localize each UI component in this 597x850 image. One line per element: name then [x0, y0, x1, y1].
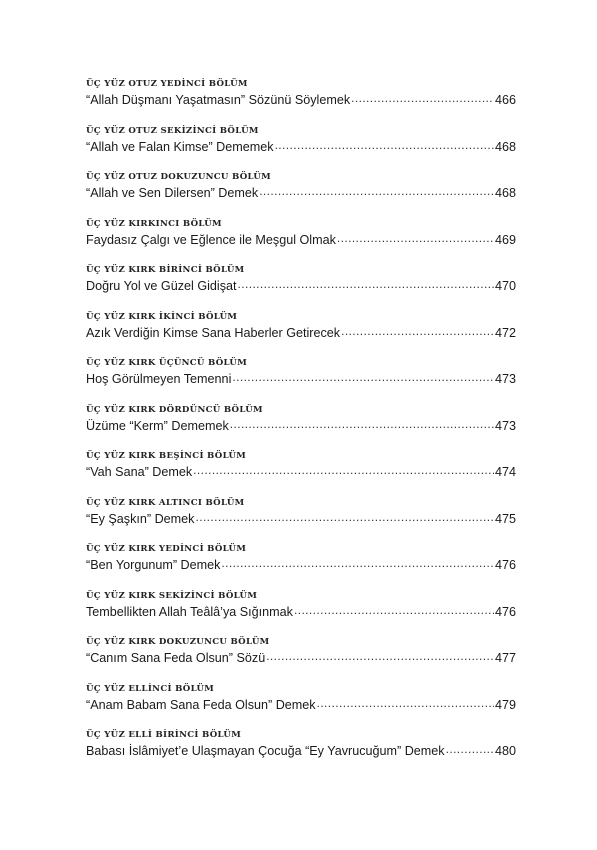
- entry-title: Faydasız Çalgı ve Eğlence ile Meşgul Olmak: [86, 232, 336, 247]
- entry-line: [86, 371, 516, 388]
- dot-leader: [193, 464, 494, 476]
- toc-entry: [86, 311, 516, 358]
- dot-leader: [337, 232, 494, 244]
- toc-entry: [86, 543, 516, 590]
- chapter-heading: ÜÇ YÜZ KIRK DÖRDÜNCÜ BÖLÜM: [86, 404, 263, 415]
- entry-title: Doğru Yol ve Güzel Gidişat: [86, 279, 237, 293]
- chapter-heading: ÜÇ YÜZ KIRK DOKUZUNCU BÖLÜM: [86, 637, 270, 647]
- dot-leader: [294, 604, 494, 616]
- page-number: 474: [494, 465, 516, 479]
- dot-leader: [351, 92, 494, 104]
- toc-entry: [86, 729, 516, 776]
- toc-entry: [86, 450, 516, 497]
- entry-line: [86, 185, 516, 202]
- chapter-heading: ÜÇ YÜZ OTUZ SEKİZİNCİ BÖLÜM: [86, 125, 259, 136]
- page-number: 476: [494, 558, 516, 572]
- entry-line: [86, 743, 516, 760]
- entry-line: [86, 557, 516, 574]
- toc-entry: [86, 357, 516, 404]
- entry-line: [86, 464, 516, 481]
- entry-line: [86, 418, 516, 435]
- dot-leader: [275, 139, 494, 151]
- page-number: 468: [494, 186, 516, 200]
- toc-entry: [86, 264, 516, 311]
- page-number: 468: [494, 139, 516, 154]
- page-number: 466: [494, 93, 516, 107]
- chapter-heading: ÜÇ YÜZ ELLİ BİRİNCİ BÖLÜM: [86, 730, 242, 740]
- entry-title: “Anam Babam Sana Feda Olsun” Demek: [86, 697, 316, 712]
- page-number: 473: [494, 418, 516, 433]
- dot-leader: [446, 743, 494, 755]
- dot-leader: [317, 697, 494, 709]
- entry-title: “Vah Sana” Demek: [86, 465, 193, 479]
- dot-leader: [230, 418, 494, 430]
- chapter-heading: ÜÇ YÜZ OTUZ YEDİNCİ BÖLÜM: [86, 79, 248, 89]
- toc-entry: [86, 171, 516, 218]
- toc-entry: [86, 218, 516, 265]
- chapter-heading: ÜÇ YÜZ KIRK ALTINCI BÖLÜM: [86, 497, 245, 508]
- entry-title: “Canım Sana Feda Olsun” Sözü: [86, 651, 266, 665]
- dot-leader: [221, 557, 494, 569]
- page-number: 475: [494, 511, 516, 526]
- entry-line: [86, 232, 516, 249]
- chapter-heading: ÜÇ YÜZ KIRK ÜÇÜNCÜ BÖLÜM: [86, 358, 248, 368]
- entry-line: [86, 325, 516, 342]
- dot-leader: [259, 185, 494, 197]
- chapter-heading: ÜÇ YÜZ KIRK BİRİNCİ BÖLÜM: [86, 265, 245, 275]
- chapter-heading: ÜÇ YÜZ KIRK SEKİZİNCİ BÖLÜM: [86, 590, 258, 601]
- chapter-heading: ÜÇ YÜZ KIRKINCI BÖLÜM: [86, 218, 222, 229]
- chapter-heading: ÜÇ YÜZ ELLİNCİ BÖLÜM: [86, 683, 215, 694]
- dot-leader: [266, 650, 494, 662]
- entry-line: [86, 278, 516, 295]
- toc-entry: [86, 497, 516, 544]
- entry-line: [86, 511, 516, 528]
- dot-leader: [341, 325, 494, 337]
- page-number: 472: [494, 325, 516, 340]
- dot-leader: [195, 511, 494, 523]
- entry-title: Tembellikten Allah Teâlâ’ya Sığınmak: [86, 604, 293, 619]
- chapter-heading: ÜÇ YÜZ KIRK İKİNCİ BÖLÜM: [86, 311, 238, 322]
- page-number: 470: [494, 279, 516, 293]
- toc-entry: [86, 78, 516, 125]
- page-number: 469: [494, 232, 516, 247]
- chapter-heading: ÜÇ YÜZ KIRK YEDİNCİ BÖLÜM: [86, 544, 247, 554]
- entry-line: [86, 92, 516, 109]
- toc-entry: [86, 125, 516, 172]
- entry-title: “Ey Şaşkın” Demek: [86, 511, 195, 526]
- entry-title: Hoş Görülmeyen Temenni: [86, 372, 232, 386]
- chapter-heading: ÜÇ YÜZ KIRK BEŞİNCİ BÖLÜM: [86, 451, 247, 461]
- page-number: 473: [494, 372, 516, 386]
- table-of-contents: [86, 78, 516, 776]
- entry-line: [86, 139, 516, 156]
- page-number: 480: [494, 744, 516, 758]
- entry-title: Üzüme “Kerm” Dememek: [86, 418, 229, 433]
- page-number: 476: [494, 604, 516, 619]
- entry-title: Azık Verdiğin Kimse Sana Haberler Getirecek: [86, 325, 341, 340]
- toc-entry: [86, 683, 516, 730]
- page-number: 479: [494, 697, 516, 712]
- entry-title: “Allah ve Sen Dilersen” Demek: [86, 186, 259, 200]
- entry-title: “Ben Yorgunum” Demek: [86, 558, 221, 572]
- entry-title: Babası İslâmiyet’e Ulaşmayan Çocuğa “Ey Yavrucuğum” Demek: [86, 744, 445, 758]
- entry-title: “Allah ve Falan Kimse” Dememek: [86, 139, 274, 154]
- toc-entry: [86, 404, 516, 451]
- entry-line: [86, 650, 516, 667]
- toc-entry: [86, 590, 516, 637]
- entry-title: “Allah Düşmanı Yaşatmasın” Sözünü Söylemek: [86, 93, 351, 107]
- page-number: 477: [494, 651, 516, 665]
- entry-line: [86, 604, 516, 621]
- dot-leader: [232, 371, 494, 383]
- dot-leader: [238, 278, 494, 290]
- toc-entry: [86, 636, 516, 683]
- entry-line: [86, 697, 516, 714]
- chapter-heading: ÜÇ YÜZ OTUZ DOKUZUNCU BÖLÜM: [86, 172, 271, 182]
